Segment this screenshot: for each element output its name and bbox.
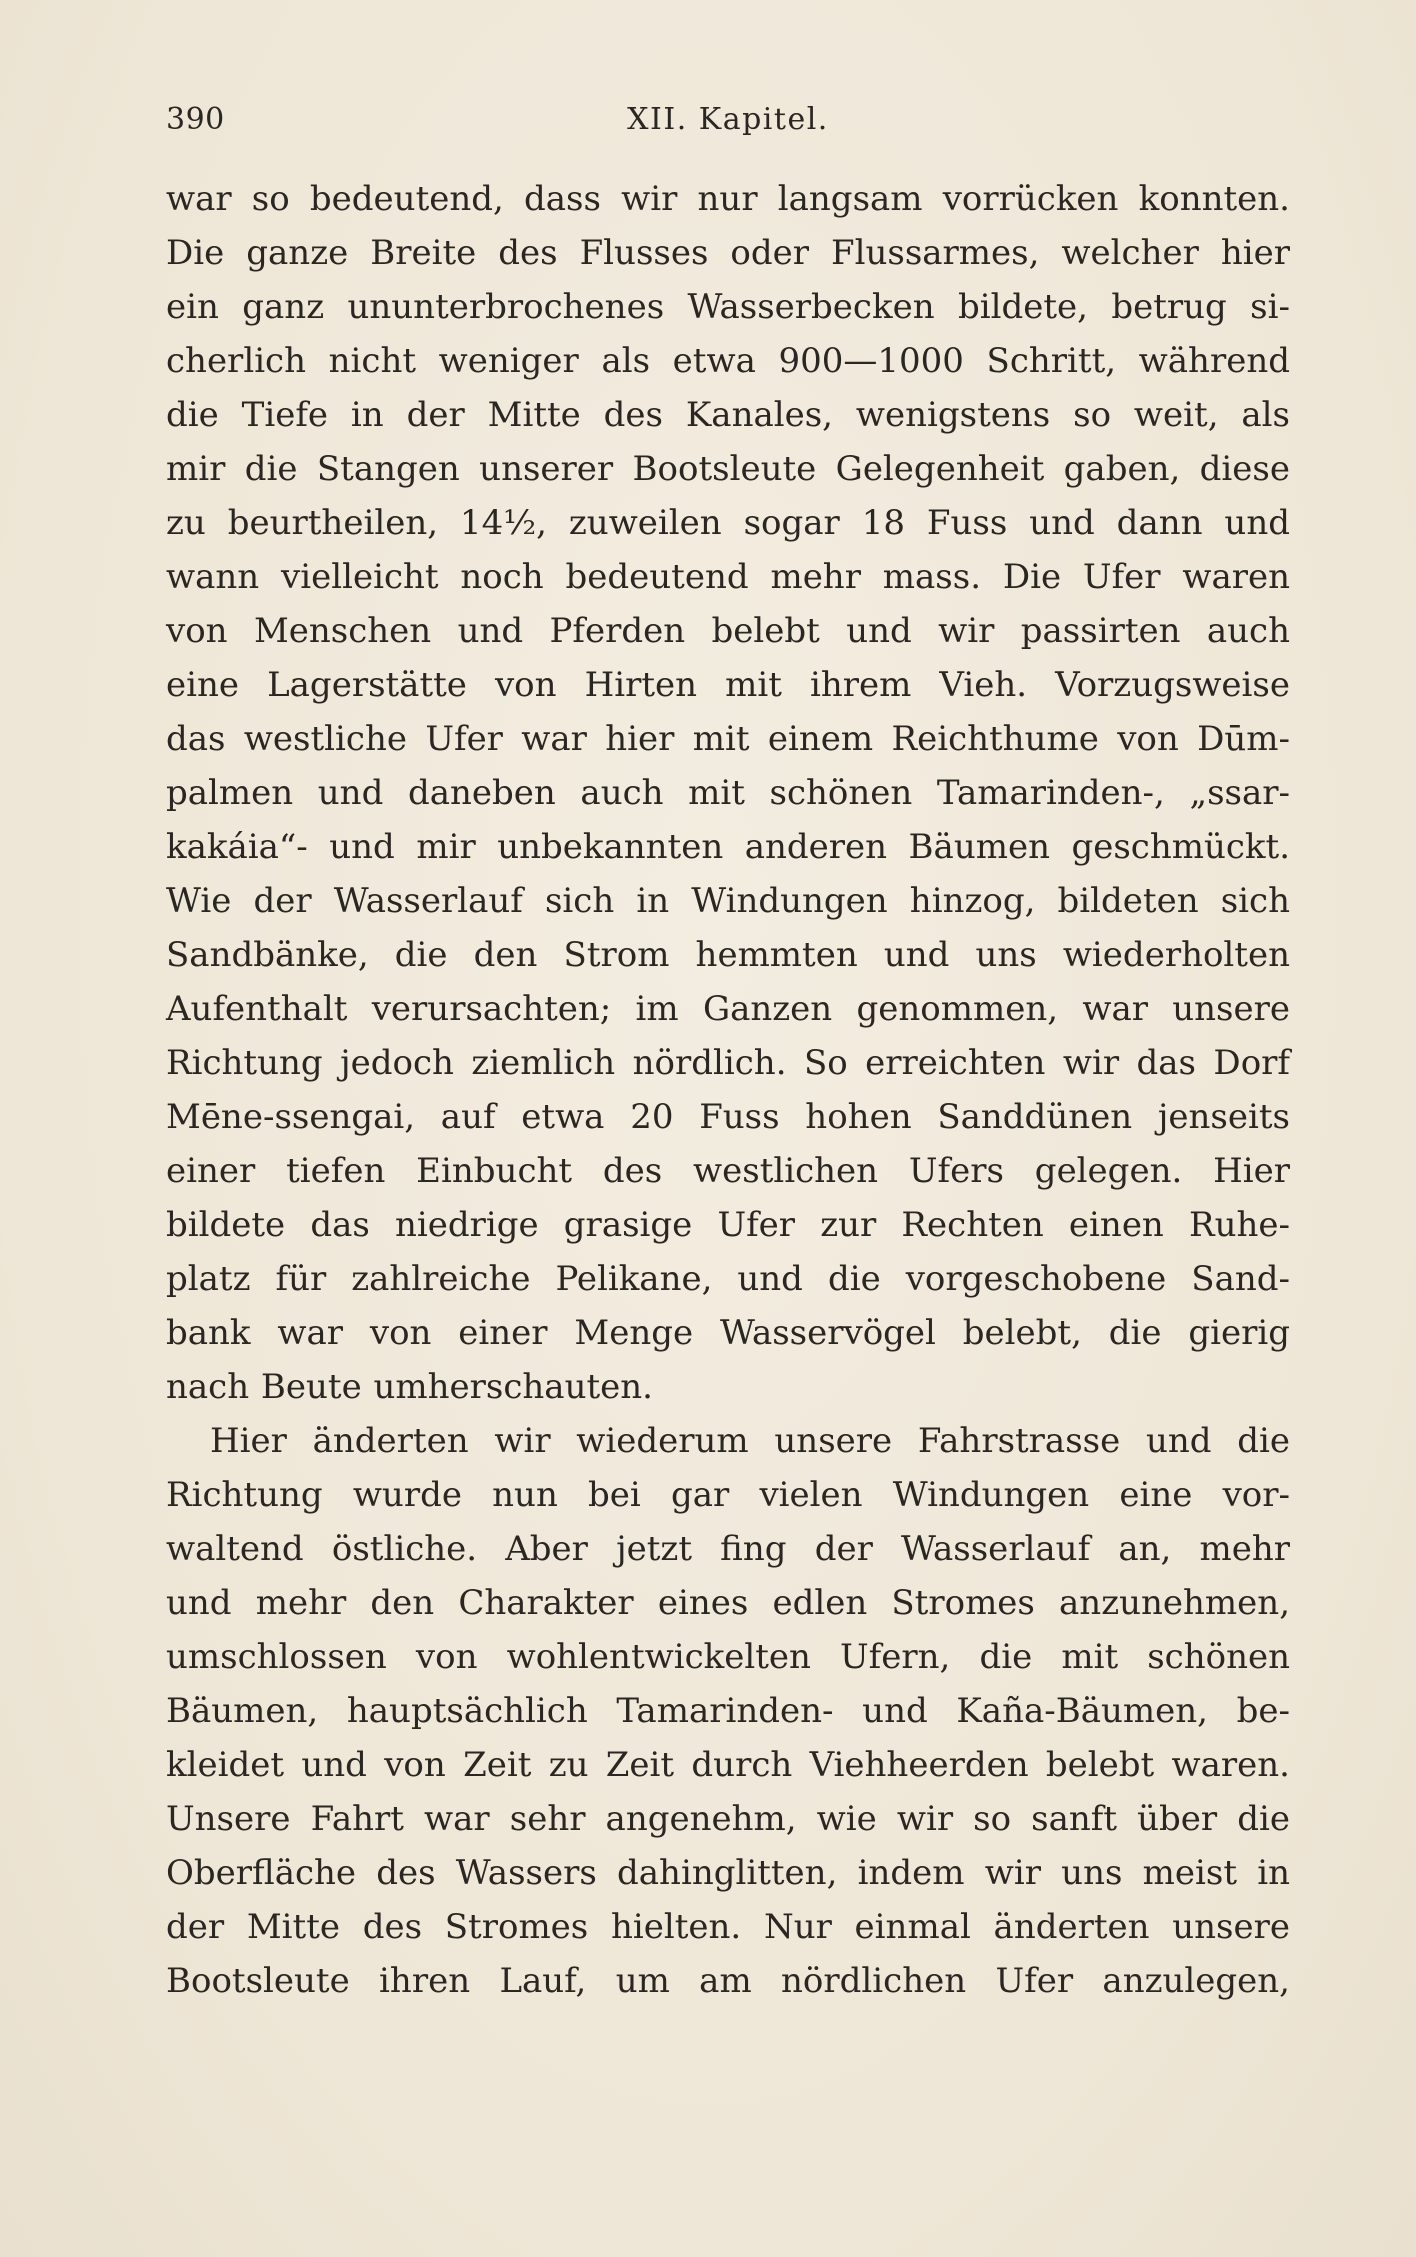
- body-text: [166, 172, 1290, 2008]
- text-line: cherlich nicht weniger als etwa 900—1000 Schritt, während: [166, 341, 1290, 381]
- text-line: Bootsleute ihren Lauf, um am nördlichen Ufer anzulegen,: [166, 1961, 1290, 2001]
- text-line: platz für zahlreiche Pelikane, und die vorgeschobene Sand-: [166, 1259, 1290, 1299]
- text-line: palmen und daneben auch mit schönen Tamarinden-, „ssar-: [166, 773, 1290, 813]
- text-line: wann vielleicht noch bedeutend mehr mass. Die Ufer waren: [166, 557, 1290, 597]
- text-line: eine Lagerstätte von Hirten mit ihrem Vieh. Vorzugsweise: [166, 665, 1290, 705]
- text-line: ein ganz ununterbrochenes Wasserbecken bildete, betrug si-: [166, 287, 1290, 327]
- text-line: mir die Stangen unserer Bootsleute Gelegenheit gaben, diese: [166, 449, 1290, 489]
- text-line: der Mitte des Stromes hielten. Nur einmal änderten unsere: [166, 1907, 1290, 1947]
- text-line: Richtung wurde nun bei gar vielen Windungen eine vor-: [166, 1475, 1290, 1515]
- chapter-title: XII. Kapitel.: [627, 102, 829, 137]
- text-line: Oberfläche des Wassers dahinglitten, indem wir uns meist in: [166, 1853, 1290, 1893]
- text-line: Die ganze Breite des Flusses oder Flussarmes, welcher hier: [166, 233, 1290, 273]
- text-line: waltend östliche. Aber jetzt fing der Wasserlauf an, mehr: [166, 1529, 1290, 1569]
- text-line: einer tiefen Einbucht des westlichen Ufers gelegen. Hier: [166, 1151, 1290, 1191]
- text-line: Unsere Fahrt war sehr angenehm, wie wir so sanft über die: [166, 1799, 1290, 1839]
- text-line: von Menschen und Pferden belebt und wir passirten auch: [166, 611, 1290, 651]
- text-line: umschlossen von wohlentwickelten Ufern, die mit schönen: [166, 1637, 1290, 1677]
- text-line: Wie der Wasserlauf sich in Windungen hinzog, bildeten sich: [166, 881, 1290, 921]
- paragraph-start-line: Hier änderten wir wiederum unsere Fahrstrasse und die: [210, 1421, 1290, 1461]
- text-line: Sandbänke, die den Strom hemmten und uns wiederholten: [166, 935, 1290, 975]
- text-line: Aufenthalt verursachten; im Ganzen genommen, war unsere: [166, 989, 1290, 1029]
- text-line: bildete das niedrige grasige Ufer zur Rechten einen Ruhe-: [166, 1205, 1290, 1245]
- text-line: war so bedeutend, dass wir nur langsam vorrücken konnten.: [166, 179, 1290, 219]
- running-head: [166, 102, 1290, 142]
- text-line: kleidet und von Zeit zu Zeit durch Viehheerden belebt waren.: [166, 1745, 1290, 1785]
- text-line: zu beurtheilen, 14½, zuweilen sogar 18 Fuss und dann und: [166, 503, 1290, 543]
- text-line: das westliche Ufer war hier mit einem Reichthume von Dūm-: [166, 719, 1290, 759]
- text-line: Richtung jedoch ziemlich nördlich. So erreichten wir das Dorf: [166, 1043, 1290, 1083]
- page-number: 390: [166, 102, 225, 137]
- text-line: bank war von einer Menge Wasservögel belebt, die gierig: [166, 1313, 1290, 1353]
- text-line: kakáia“- und mir unbekannten anderen Bäumen geschmückt.: [166, 827, 1290, 867]
- paragraph-end-line: nach Beute umherschauten.: [166, 1367, 653, 1407]
- text-line: und mehr den Charakter eines edlen Stromes anzunehmen,: [166, 1583, 1290, 1623]
- text-line: die Tiefe in der Mitte des Kanales, wenigstens so weit, als: [166, 395, 1290, 435]
- text-line: Mēne-ssengai, auf etwa 20 Fuss hohen Sanddünen jenseits: [166, 1097, 1290, 1137]
- text-line: Bäumen, hauptsächlich Tamarinden- und Kaña-Bäumen, be-: [166, 1691, 1290, 1731]
